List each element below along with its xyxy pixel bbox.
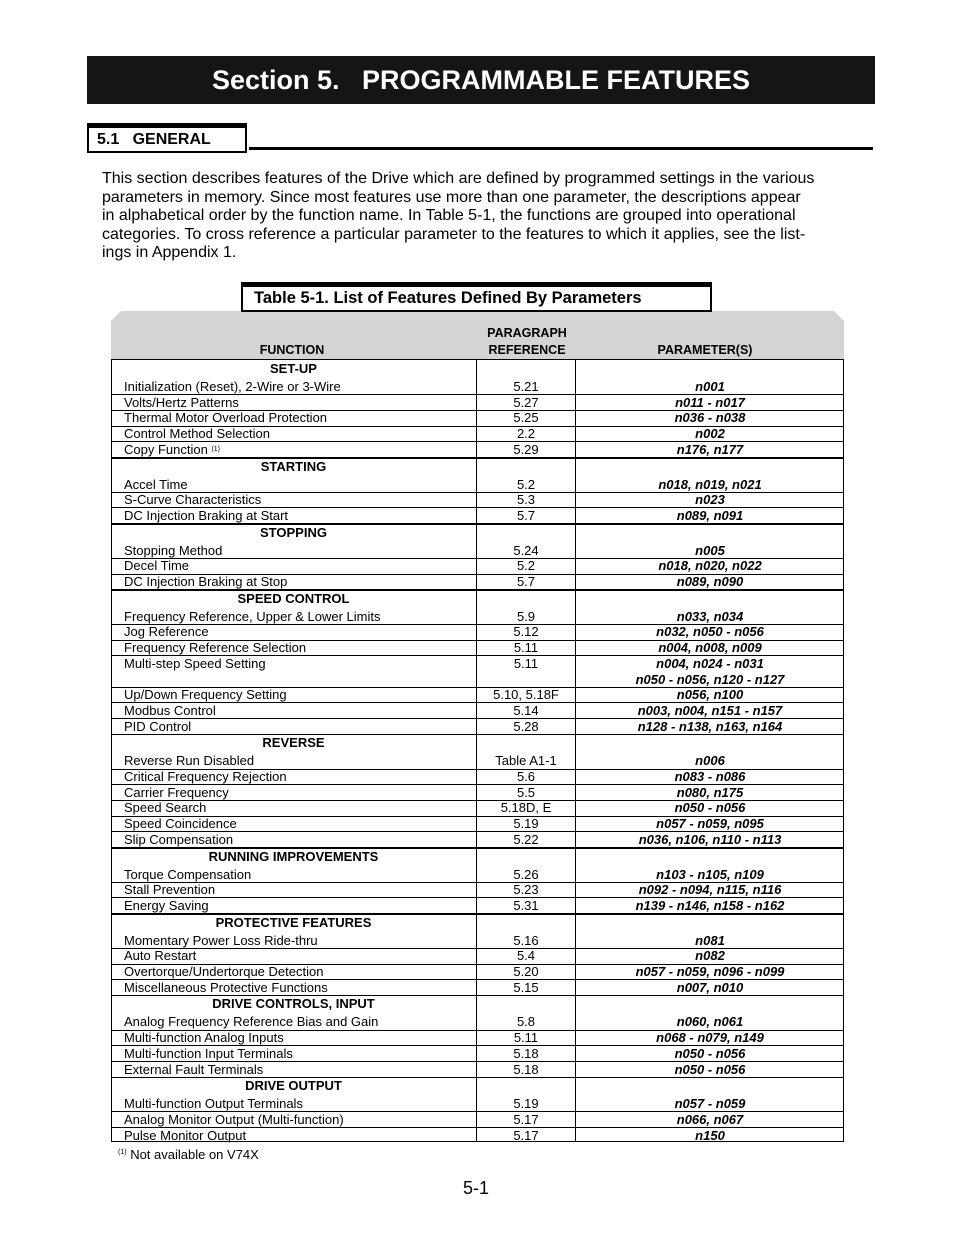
intro-line: in alphabetical order by the function name. In Table 5-1, the functions are grouped into operational <box>102 207 796 225</box>
parameters-cell: n036 - n038 <box>674 410 746 426</box>
reference-cell: 5.29 <box>513 441 539 457</box>
reference-cell: 5.20 <box>513 964 539 979</box>
table-row <box>111 687 844 703</box>
parameters-cell: n050 - n056, n120 - n127 <box>635 671 785 687</box>
reference-cell: 5.3 <box>516 492 536 508</box>
group-title: RUNNING IMPROVEMENTS <box>208 848 379 864</box>
features-table <box>111 311 844 1142</box>
reference-cell: 5.28 <box>513 718 539 734</box>
reference-cell: 5.19 <box>513 816 539 832</box>
reference-cell: 5.23 <box>513 882 539 898</box>
function-cell: Multi-function Output Terminals <box>124 1096 303 1112</box>
parameters-cell: n050 - n056 <box>674 1045 746 1061</box>
table-row <box>111 800 844 816</box>
header-function: FUNCTION <box>259 343 325 357</box>
parameters-cell: n080, n175 <box>676 784 744 800</box>
parameters-cell: n011 - n017 <box>675 394 745 410</box>
table-row <box>111 1128 844 1144</box>
function-cell: Momentary Power Loss Ride-thru <box>124 932 318 948</box>
reference-cell: 5.16 <box>513 932 539 948</box>
table-row <box>111 426 844 442</box>
function-cell: Overtorque/Undertorque Detection <box>124 964 324 979</box>
table-row <box>111 477 844 493</box>
parameters-cell: n056, n100 <box>676 687 744 703</box>
reference-cell: 5.15 <box>513 979 539 995</box>
function-cell: Volts/Hertz Patterns <box>124 394 239 410</box>
reference-cell: 5.22 <box>513 831 539 847</box>
function-cell: Copy Function <box>124 441 208 457</box>
parameters-cell: n057 - n059, n095 <box>656 816 764 832</box>
function-cell: Auto Restart <box>124 948 197 964</box>
function-cell: DC Injection Braking at Start <box>124 507 289 523</box>
function-cell: Multi-step Speed Setting <box>124 655 266 671</box>
parameters-cell: n057 - n059, n096 - n099 <box>635 964 785 979</box>
header-reference: REFERENCE <box>488 343 566 357</box>
reference-cell: 5.17 <box>513 1127 539 1143</box>
parameters-cell: n082 <box>695 948 725 964</box>
parameters-cell: n103 - n105, n109 <box>656 866 764 882</box>
table-row <box>111 1014 844 1030</box>
reference-cell: 5.11 <box>513 655 539 671</box>
parameters-cell: n176, n177 <box>676 441 744 457</box>
table-row <box>111 832 844 848</box>
intro-line: This section describes features of the Drive which are defined by programmed settings in the various <box>102 170 815 187</box>
group-title: PROTECTIVE FEATURES <box>215 914 372 930</box>
reference-cell: 2.2 <box>516 426 536 442</box>
intro-line: ings in Appendix 1. <box>102 244 237 262</box>
function-cell: External Fault Terminals <box>124 1061 264 1077</box>
reference-cell: 5.31 <box>513 897 539 913</box>
table-row <box>111 395 844 411</box>
footnote-text: Not available on V74X <box>130 1147 259 1162</box>
reference-cell: 5.19 <box>513 1096 539 1112</box>
table-caption: Table 5-1. List of Features Defined By Parameters <box>241 282 712 312</box>
parameters-cell: n089, n090 <box>676 574 744 589</box>
function-cell: Modbus Control <box>124 702 216 718</box>
table-row <box>111 703 844 719</box>
subheading-block <box>87 123 873 157</box>
reference-cell: Table A1-1 <box>495 753 557 769</box>
reference-cell: 5.18D, E <box>500 800 552 816</box>
intro-paragraph <box>102 170 872 263</box>
reference-cell: 5.11 <box>513 640 539 656</box>
header-parameters: PARAMETER(S) <box>657 343 753 357</box>
footnote-marker: (1) <box>118 1149 127 1156</box>
parameters-cell: n128 - n138, n163, n164 <box>637 718 783 734</box>
parameters-cell: n001 <box>695 379 725 394</box>
function-cell: Frequency Reference, Upper & Lower Limits <box>124 608 381 624</box>
function-cell: Critical Frequency Rejection <box>124 769 287 784</box>
reference-cell: 5.21 <box>513 379 539 394</box>
parameters-cell: n139 - n146, n158 - n162 <box>635 897 785 913</box>
function-cell: Analog Monitor Output (Multi-function) <box>124 1111 344 1127</box>
reference-cell: 5.5 <box>516 784 536 800</box>
intro-line: parameters in memory. Since most features use more than one parameter, the descriptions appear <box>102 188 801 206</box>
table-row <box>111 753 844 769</box>
reference-cell: 5.14 <box>513 702 539 718</box>
parameters-cell: n081 <box>695 932 725 948</box>
table-row <box>111 964 844 980</box>
table-row <box>111 656 844 672</box>
table-row <box>111 492 844 508</box>
parameters-cell: n060, n061 <box>676 1014 744 1030</box>
reference-cell: 5.12 <box>513 624 539 640</box>
table-row <box>111 410 844 426</box>
group-title: STARTING <box>260 458 327 474</box>
reference-cell: 5.4 <box>516 948 536 964</box>
reference-cell: 5.18 <box>513 1061 539 1077</box>
parameters-cell: n050 - n056 <box>674 1061 746 1077</box>
parameters-cell: n004, n008, n009 <box>658 640 762 656</box>
reference-cell: 5.17 <box>513 1111 539 1127</box>
reference-cell: 5.7 <box>516 574 536 589</box>
function-cell: Frequency Reference Selection <box>124 640 307 656</box>
group-title: DRIVE CONTROLS, INPUT <box>212 996 375 1012</box>
subheading: 5.1 GENERAL <box>87 123 247 153</box>
group-title: SET-UP <box>270 361 317 376</box>
reference-cell: 5.2 <box>516 476 536 492</box>
reference-cell: 5.26 <box>513 866 539 882</box>
function-cell: Control Method Selection <box>124 426 270 442</box>
table-row <box>111 574 844 590</box>
table-row <box>111 769 844 785</box>
parameters-cell: n007, n010 <box>676 979 744 995</box>
parameters-cell: n066, n067 <box>676 1111 744 1127</box>
function-cell: Decel Time <box>124 558 190 574</box>
parameters-cell: n092 - n094, n115, n116 <box>638 882 782 898</box>
function-cell: Torque Compensation <box>124 866 252 882</box>
function-cell: Up/Down Frequency Setting <box>124 687 287 703</box>
reference-cell: 5.11 <box>513 1030 539 1046</box>
parameters-cell: n018, n020, n022 <box>658 558 762 574</box>
table-row-continuation <box>111 672 844 688</box>
parameters-cell: n050 - n056 <box>674 800 746 816</box>
parameters-cell: n023 <box>695 492 725 508</box>
parameters-cell: n150 <box>695 1127 725 1143</box>
table-row <box>111 719 844 735</box>
parameters-cell: n018, n019, n021 <box>658 476 762 492</box>
function-cell: Multi-function Input Terminals <box>124 1045 293 1061</box>
table-row <box>111 867 844 883</box>
parameters-cell: n083 - n086 <box>674 769 746 784</box>
footnote-marker: (1) <box>211 445 220 453</box>
group-title: DRIVE OUTPUT <box>245 1078 342 1094</box>
function-cell: Reverse Run Disabled <box>124 753 255 769</box>
parameters-cell: n089, n091 <box>676 507 744 523</box>
table-row <box>111 1030 844 1046</box>
group-title: REVERSE <box>262 735 325 751</box>
reference-cell: 5.27 <box>513 394 539 410</box>
section-title-bar <box>87 56 875 104</box>
function-cell: Thermal Motor Overload Protection <box>124 410 328 426</box>
function-cell: Energy Saving <box>124 897 209 913</box>
header-paragraph: PARAGRAPH <box>487 326 567 340</box>
table-row <box>111 640 844 656</box>
function-cell: Slip Compensation <box>124 831 234 847</box>
function-cell: Pulse Monitor Output <box>124 1127 247 1143</box>
group-title: STOPPING <box>260 524 327 540</box>
table-row <box>111 543 844 559</box>
table-row <box>111 785 844 801</box>
reference-cell: 5.6 <box>516 769 536 784</box>
parameters-cell: n006 <box>695 753 725 769</box>
table-row <box>111 609 844 625</box>
table-row <box>111 1096 844 1112</box>
table-row <box>111 948 844 964</box>
table-row <box>111 1046 844 1062</box>
parameters-cell: n057 - n059 <box>674 1096 746 1112</box>
intro-line: categories. To cross reference a particular parameter to the features to which it applies, see the list- <box>102 225 806 243</box>
function-cell: Accel Time <box>124 476 188 492</box>
table-row <box>111 379 844 395</box>
parameters-cell: n002 <box>695 426 725 442</box>
reference-cell: 5.24 <box>513 542 539 558</box>
page-number: 5-1 <box>463 1178 490 1198</box>
function-cell: Speed Coincidence <box>124 816 237 832</box>
section-title: Section 5. PROGRAMMABLE FEATURES <box>211 64 751 95</box>
function-cell: Multi-function Analog Inputs <box>124 1030 284 1046</box>
group-title: SPEED CONTROL <box>237 590 350 606</box>
table-row <box>111 1112 844 1128</box>
parameters-cell: n032, n050 - n056 <box>656 624 764 640</box>
table-row <box>111 882 844 898</box>
function-cell: Stopping Method <box>124 542 223 558</box>
reference-cell: 5.7 <box>516 507 536 523</box>
function-cell: S-Curve Characteristics <box>124 492 262 508</box>
table-row <box>111 980 844 996</box>
reference-cell: 5.9 <box>516 608 536 624</box>
reference-cell: 5.25 <box>513 410 539 426</box>
subheading-rule <box>249 147 873 150</box>
reference-cell: 5.18 <box>513 1045 539 1061</box>
function-cell: Speed Search <box>124 800 207 816</box>
table-row <box>111 624 844 640</box>
parameters-cell: n003, n004, n151 - n157 <box>637 702 783 718</box>
table-row <box>111 1062 844 1078</box>
table-row <box>111 933 844 949</box>
table-row <box>111 558 844 574</box>
table-row <box>111 898 844 914</box>
function-cell: Stall Prevention <box>124 882 216 898</box>
reference-cell: 5.10, 5.18F <box>493 687 559 703</box>
function-cell: DC Injection Braking at Stop <box>124 574 288 589</box>
parameters-cell: n036, n106, n110 - n113 <box>638 831 782 847</box>
function-cell: Initialization (Reset), 2-Wire or 3-Wire <box>124 379 341 394</box>
parameters-cell: n004, n024 - n031 <box>656 655 764 671</box>
table-row <box>111 816 844 832</box>
reference-cell: 5.8 <box>516 1014 536 1030</box>
reference-cell: 5.2 <box>516 558 536 574</box>
table-row <box>111 442 844 458</box>
function-cell: Miscellaneous Protective Functions <box>124 979 328 995</box>
table-row <box>111 508 844 524</box>
function-cell: Analog Frequency Reference Bias and Gain <box>124 1014 379 1030</box>
parameters-cell: n033, n034 <box>676 608 744 624</box>
parameters-cell: n005 <box>695 542 725 558</box>
function-cell: PID Control <box>124 718 192 734</box>
function-cell: Jog Reference <box>124 624 209 640</box>
parameters-cell: n068 - n079, n149 <box>656 1030 764 1046</box>
function-cell: Carrier Frequency <box>124 784 229 800</box>
footnote <box>118 1147 259 1162</box>
